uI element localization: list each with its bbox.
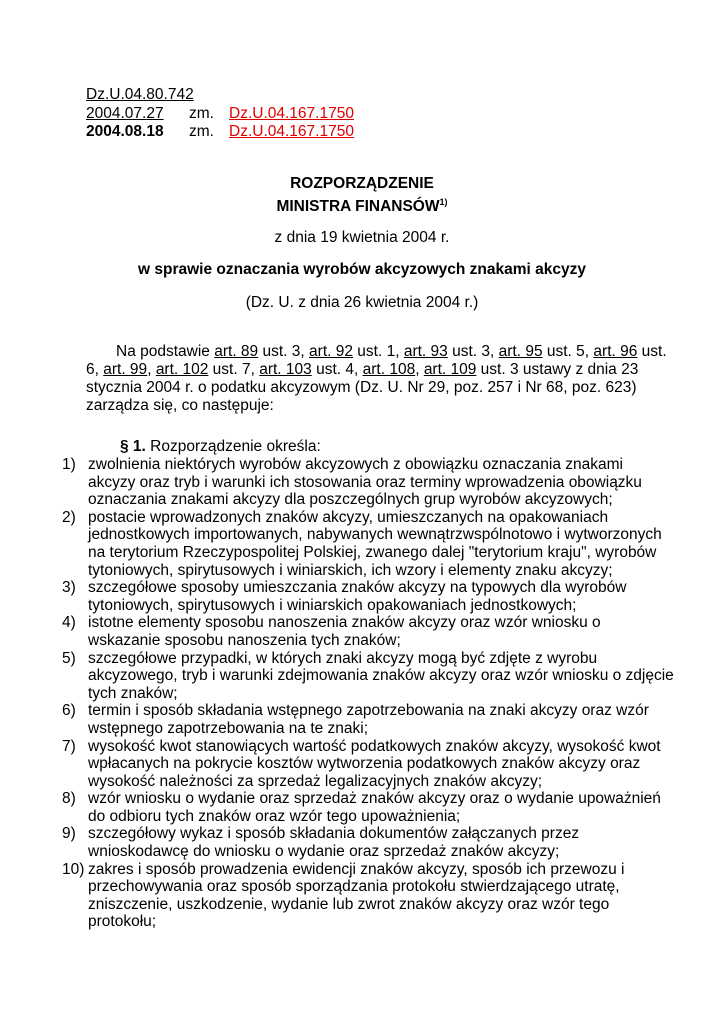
list-item-text [88,738,661,791]
list-item-number: 2) [62,508,76,526]
intro-text: ust. 3, [258,343,310,360]
article-link[interactable]: art. 109 [423,361,477,378]
list-item-number: 9) [62,825,76,843]
list-item-line: wnioskodawcę do wniosku o wydanie oraz sprzedaż znaków akcyzy; [88,843,560,861]
intro-text: ust. 1, [352,343,404,360]
list-item [62,649,674,703]
list-item-line: do odbioru tych znaków oraz wzór tego upoważnienia; [88,807,461,825]
history-date-current: 2004.08.18 [86,123,164,140]
list-item-text [88,456,642,509]
amendment-history [86,86,354,142]
list-item-line: akcyzy oraz tryb i warunki ich stosowania oraz terminy wprowadzenia obowiązku [88,473,642,491]
list-item-line: tytoniowych, spirytusowych i winiarskich, ich wzory i elementy znaku akcyzy; [88,561,613,579]
article-link[interactable]: art. 95 [498,343,543,360]
list-item-number: 10) [62,860,85,878]
list-item-line: jednostkowych importowanych, nabywanych wewnątrzwspólnotowo i wytworzonych [88,526,662,544]
list-item [62,790,662,825]
article-link[interactable]: art. 108 [362,361,416,378]
list-item-line: szczegółowy wykaz i sposób składania dokumentów załączanych przez [88,825,580,843]
intro-text: ust. 7, [208,361,260,378]
list-item-line: tych znaków; [88,684,178,702]
intro-text: ust. 3 ustawy z dnia 23 [476,361,639,378]
list-item-line: protokołu; [88,913,157,931]
list-item-line: termin i sposób składania wstępnego zapotrzebowania na znaki akcyzy oraz wzór [88,702,649,720]
authority-text: MINISTRA FINANSÓW [276,198,440,215]
list-item [62,579,662,614]
section-1-heading [120,438,321,456]
list-item-line: akcyzowego, tryb i warunki zdejmowania znaków akcyzy oraz wzór wniosku o zdjęcie [88,667,674,685]
list-item-number: 5) [62,649,76,667]
list-item-line: wpłacanych na pokrycie kosztów wytworzenia podatkowych znaków akcyzy oraz [88,755,641,773]
history-ref-link[interactable]: Dz.U.04.167.1750 [229,123,354,140]
intro-text: ust. 4, [311,361,363,378]
section-1-list [62,456,674,931]
list-item [62,614,662,649]
list-item [62,456,662,509]
list-item [62,738,662,791]
list-item-text [88,790,661,825]
article-link[interactable]: art. 102 [155,361,209,378]
list-item-line: na terytorium Rzeczypospolitej Polskiej, zwanego dalej "terytorium kraju", wyrobów [88,543,657,561]
list-item-text [88,861,624,931]
list-item-line: wysokość kwot stanowiących wartość podatkowych znaków akcyzy, wysokość kwot [88,737,661,755]
list-item [62,509,662,579]
list-item-line: wstępnego zapotrzebowania na te znaki; [88,719,369,737]
document-title: ROZPORZĄDZENIE [290,175,434,192]
intro-text: 6, [86,361,104,378]
list-item-text [88,825,579,860]
article-link[interactable]: art. 99 [103,361,148,378]
list-item-line: zwolnienia niektórych wyrobów akcyzowych z obowiązku oznaczania znakami [88,456,623,473]
list-item-number: 8) [62,790,76,808]
list-item-number: 6) [62,702,76,720]
list-item-line: zakres i sposób prowadzenia ewidencji znaków akcyzy, sposób ich przewozu i [88,860,625,878]
list-item-text [88,702,649,737]
history-row [86,123,354,142]
article-link[interactable]: art. 96 [593,343,638,360]
intro-line: stycznia 2004 r. o podatku akcyzowym (Dz. U. Nr 29, poz. 257 i Nr 68, poz. 623) [86,379,637,396]
list-item [62,825,662,860]
document-authority [0,193,724,216]
list-item-number: 4) [62,614,76,632]
list-item [62,861,662,931]
list-item-line: istotne elementy sposobu nanoszenia znaków akcyzy oraz wzór wniosku o [88,614,601,632]
section-mark: § 1. [120,438,146,455]
intro-line: zarządza się, co następuje: [86,397,274,414]
list-item-text [88,650,674,703]
list-item-line: szczegółowe przypadki, w których znaki akcyzy mogą być zdjęte z wyrobu [88,649,598,667]
list-item-line: wzór wniosku o wydanie oraz sprzedaż znaków akcyzy oraz o wydanie upoważnień [88,790,661,808]
list-item-line: tytoniowych, spirytusowych i winiarskich opakowaniach jednostkowych; [88,596,577,614]
list-item-text [88,614,601,649]
legal-basis-paragraph [86,343,667,415]
list-item [62,702,662,737]
intro-text: ust. 5, [542,343,594,360]
list-item-line: szczegółowe sposoby umieszczania znaków akcyzy na typowych dla wyrobów [88,579,627,597]
intro-text: Na podstawie [116,343,215,360]
history-label: zm. [189,104,214,122]
intro-text: , [415,361,424,378]
intro-text: , [147,361,156,378]
list-item-line: wskazanie sposobu nanoszenia tych znaków; [88,631,401,649]
list-item-text [88,579,626,614]
history-row [86,86,354,105]
intro-text: ust. 3, [447,343,499,360]
history-source-link[interactable]: Dz.U.04.80.742 [86,86,194,103]
list-item-line: postacie wprowadzonych znaków akcyzy, umieszczanych na opakowaniach [88,508,609,526]
article-link[interactable]: art. 103 [259,361,312,378]
list-item-line: wysokość należności za sprzedaż legalizacyjnych znaków akcyzy; [88,772,543,790]
list-item-line: oznaczania znakami akcyzy dla poszczególnych grup wyrobów akcyzowych; [88,491,613,509]
history-ref-link[interactable]: Dz.U.04.167.1750 [229,104,354,122]
list-item-number: 1) [62,456,76,473]
section-text: Rozporządzenie określa: [145,438,321,455]
footnote-mark[interactable]: 1) [439,197,448,207]
article-link[interactable]: art. 93 [403,343,448,360]
document-subject: w sprawie oznaczania wyrobów akcyzowych znakami akcyzy [138,261,586,278]
list-item-line: przechowywania oraz sposób sporządzania protokołu stwierdzającego utratę, [88,878,620,896]
article-link[interactable]: art. 92 [309,343,353,360]
list-item-number: 3) [62,579,76,597]
list-item-text [88,509,662,579]
history-row [86,105,354,124]
history-label: zm. [189,123,214,140]
list-item-number: 7) [62,737,76,755]
publication-ref: (Dz. U. z dnia 26 kwietnia 2004 r.) [245,294,479,311]
intro-text: ust. [637,343,667,360]
history-date: 2004.07.27 [86,104,164,122]
article-link[interactable]: art. 89 [214,343,259,360]
list-item-line: zniszczenie, uszkodzenie, wydanie lub zwrot znaków akcyzy oraz wzór tego [88,895,610,913]
document-date: z dnia 19 kwietnia 2004 r. [274,229,450,246]
